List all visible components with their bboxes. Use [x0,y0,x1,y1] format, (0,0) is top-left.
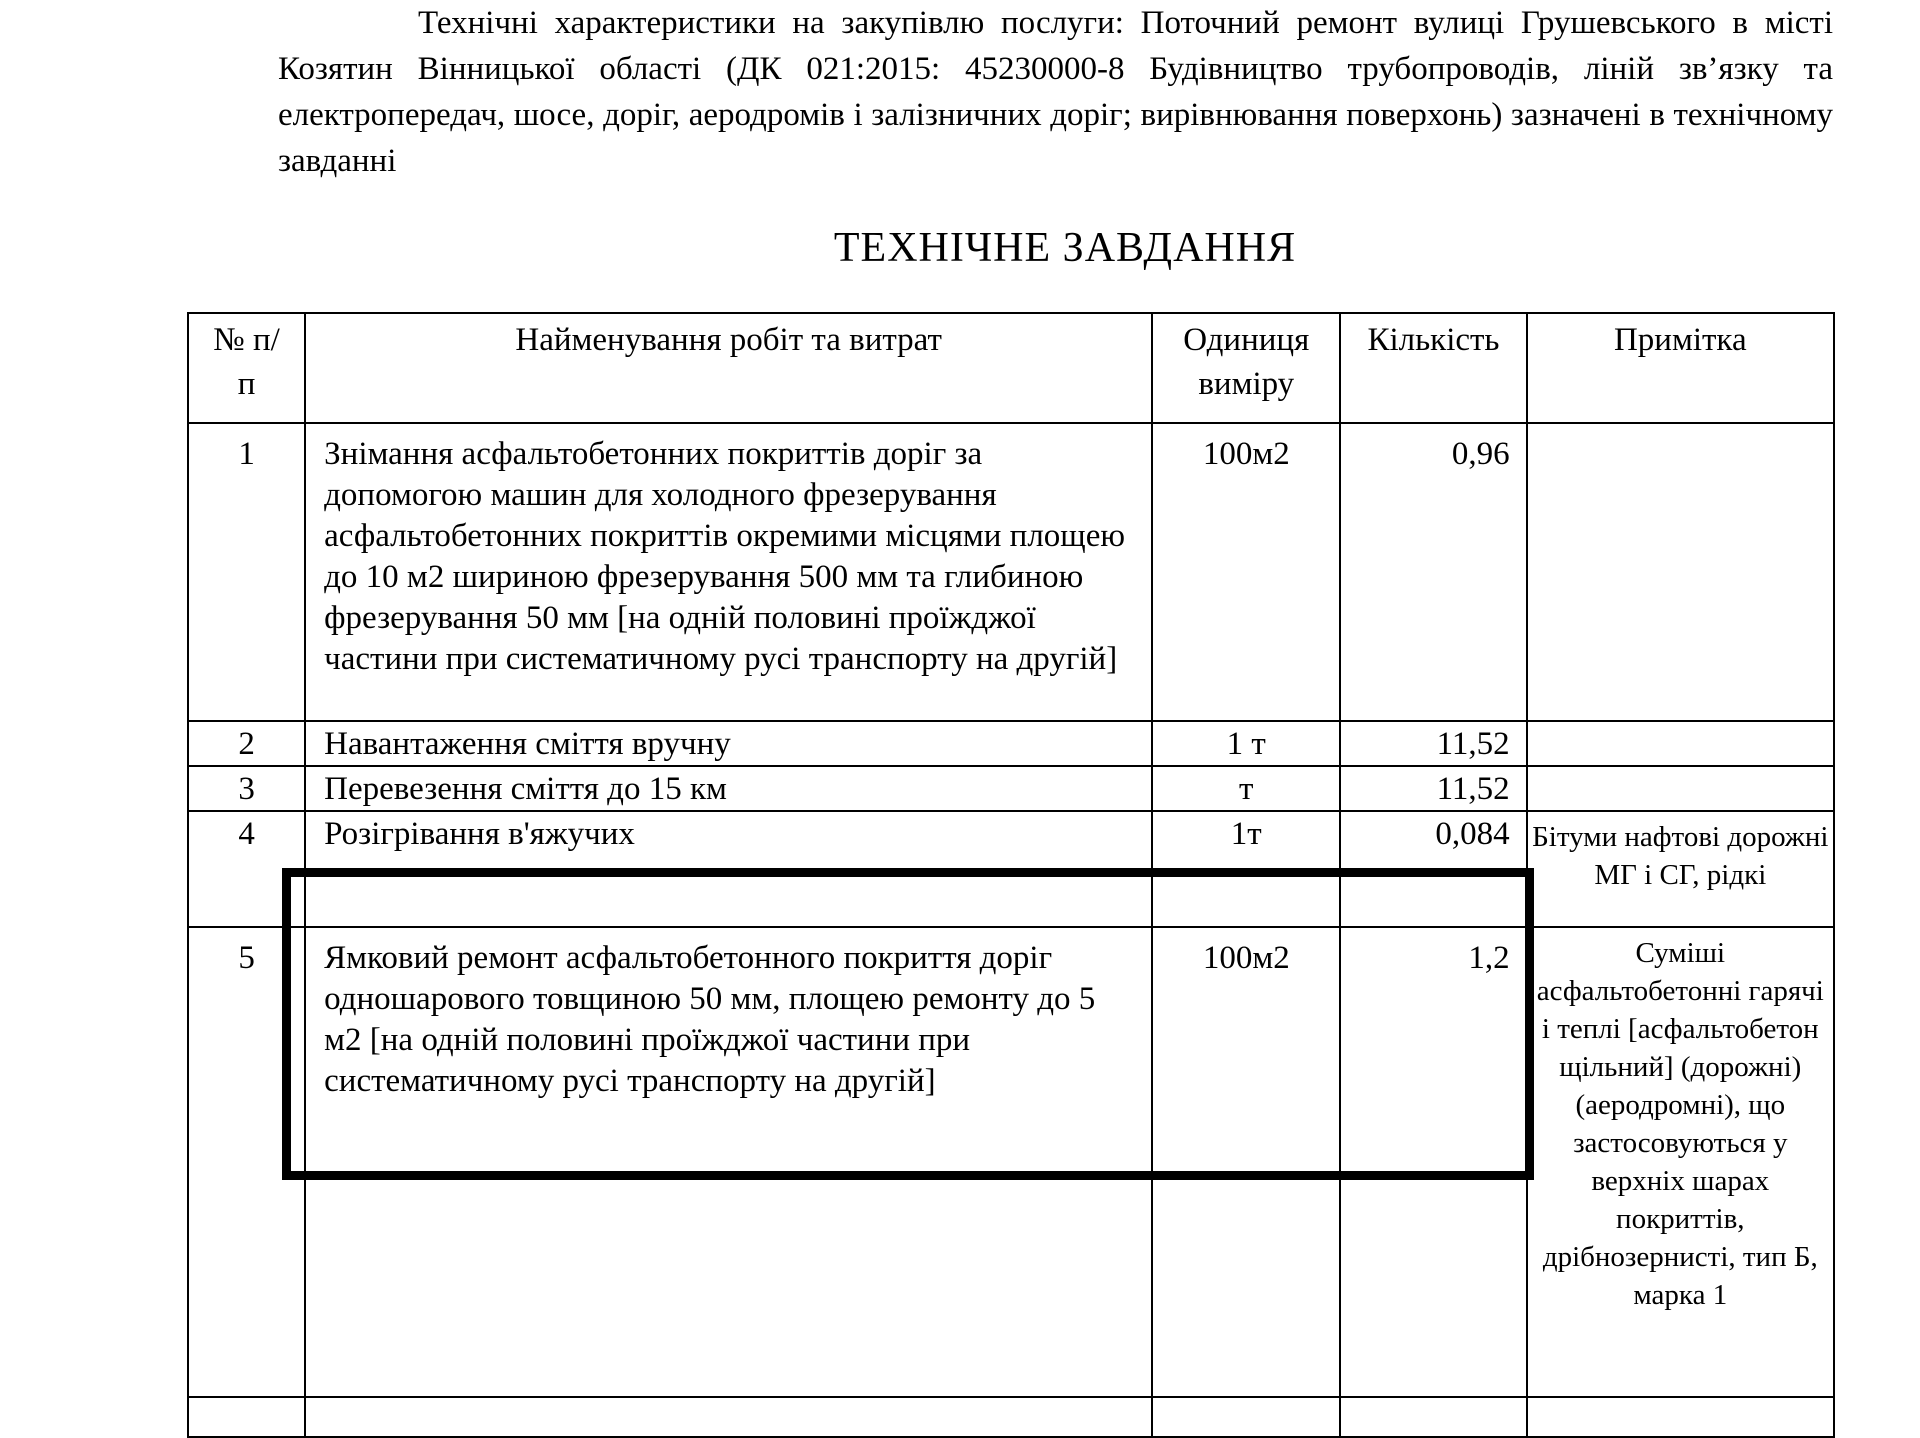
row-unit [1152,1397,1340,1437]
header-note: Примітка [1527,313,1834,423]
table-row [188,1397,1834,1437]
row-note: Бітуми нафтові дорожні МГ і СГ, рідкі [1527,811,1834,927]
header-qty: Кількість [1340,313,1526,423]
table-header-row [188,313,1834,423]
row-name [305,1397,1152,1437]
row-qty [1340,1397,1526,1437]
spec-table [187,312,1835,1438]
row-note: Суміші асфальтобетонні гарячі і теплі [асфальтобетон щільний] (дорожні)(аеродромні), що застосовуються у верхніх шарах покриттів, дрібнозернисті, тип Б, марка 1 [1527,927,1834,1397]
row-qty: 11,52 [1340,721,1526,766]
row-unit: 1 т [1152,721,1340,766]
row-unit: т [1152,766,1340,811]
table-row [188,423,1834,721]
table-row [188,721,1834,766]
row-qty: 1,2 [1340,927,1526,1397]
row-note [1527,1397,1834,1437]
row-unit: 100м2 [1152,927,1340,1397]
row-unit: 100м2 [1152,423,1340,721]
header-unit: Одиниця виміру [1152,313,1340,423]
row-name: Навантаження сміття вручну [305,721,1152,766]
header-num: № п/п [188,313,305,423]
row-num: 1 [188,423,305,721]
row-qty: 0,96 [1340,423,1526,721]
row-num: 3 [188,766,305,811]
table-row [188,927,1834,1397]
row-note [1527,766,1834,811]
row-num: 2 [188,721,305,766]
document-title: ТЕХНІЧНЕ ЗАВДАННЯ [833,225,1297,271]
row-name: Перевезення сміття до 15 км [305,766,1152,811]
row-num [188,1397,305,1437]
row-qty: 11,52 [1340,766,1526,811]
row-note [1527,721,1834,766]
row-name: Знімання асфальтобетонних покриттів доріг за допомогою машин для холодного фрезерування асфальтобетонних покриттів окремими місцями площею до 10 м2 шириною фрезерування 500 мм та глибиною фрезерування 50 мм [на одній половині проїжджої частини при систематичному русі транспорту на другій] [305,423,1152,721]
row-qty: 0,084 [1340,811,1526,927]
row-name: Розігрівання в'яжучих [305,811,1152,927]
row-num: 5 [188,927,305,1397]
table-row [188,811,1834,927]
row-num: 4 [188,811,305,927]
row-note [1527,423,1834,721]
row-unit: 1т [1152,811,1340,927]
intro-paragraph [278,0,1833,184]
header-name: Найменування робіт та витрат [305,313,1152,423]
row-name: Ямковий ремонт асфальтобетонного покриття доріг одношарового товщиною 50 мм, площею ремонту до 5 м2 [на одній половині проїжджої частини при систематичному русі транспорту на другій] [305,927,1152,1397]
intro-text: Технічні характеристики на закупівлю послуги: Поточний ремонт вулиці Грушевського в місті Козятин Вінницької області (ДК 021:2015: 45230000-8 Будівництво трубопроводів, ліній зв’язку та електропередач, шосе, доріг, аеродромів і залізничних доріг; вирівнювання поверхонь) зазначені в технічному завданні [278,5,1833,179]
table-row [188,766,1834,811]
